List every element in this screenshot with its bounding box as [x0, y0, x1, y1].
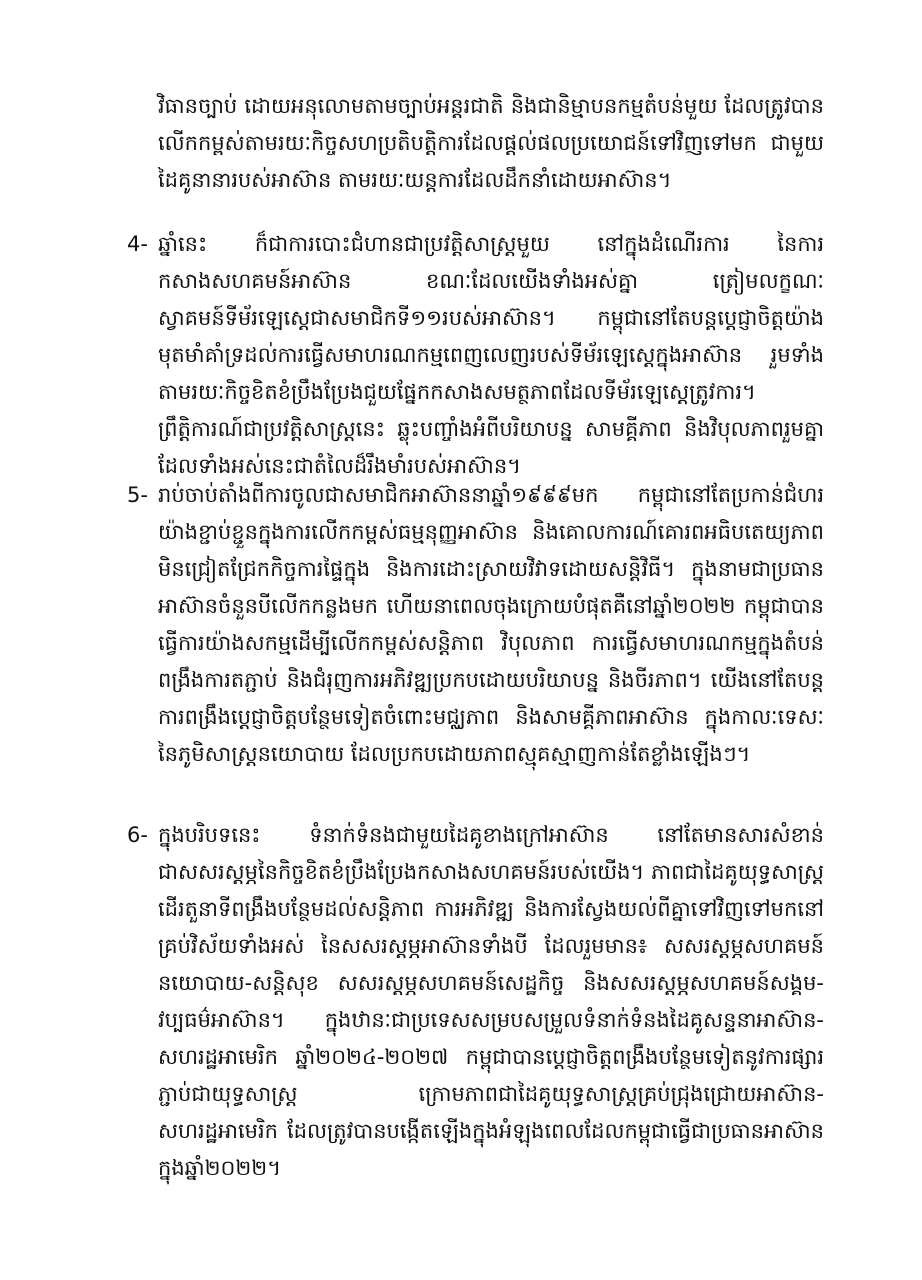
- intro-paragraph: វិធានច្បាប់ ដោយអនុលោមតាមច្បាប់អន្តរជាតិ និងជានិម្មាបនកម្មតំបន់មួយ ដែលត្រូវបានលើកកម្ពស់តាមរយៈកិច្ចសហប្រតិបត្តិការដែលផ្តល់ផលប្រយោជន៍ទៅវិញទៅមក ជាមួយដៃគូនានារបស់អាស៊ាន តាមរយៈយន្តការដែលដឹកនាំដោយអាស៊ាន។: [158, 94, 824, 192]
- paragraph-number: 6-: [127, 823, 148, 847]
- paragraph-number: 5-: [127, 483, 148, 507]
- paragraph-text: ឆ្នាំនេះ ក៏ជាការបោះជំហានជាប្រវត្តិសាស្ត្រមួយ នៅក្នុងដំណើរការ នៃការកសាងសហគមន៍អាស៊ាន ខណៈដែលយើងទាំងអស់គ្នា ត្រៀមលក្ខណៈស្វាគមន៍ទីម័រឡេស្តេជាសមាជិកទី១១របស់អាស៊ាន។ កម្ពុជានៅតែបន្តប្តេជ្ញាចិត្តយ៉ាងមុតមាំគាំទ្រដល់ការធ្វើសមាហរណកម្មពេញលេញរបស់ទីម័រឡេស្តេក្នុងអាស៊ាន រួមទាំងតាមរយៈកិច្ចខិតខំប្រឹងប្រែងជួយផ្នែកកសាងសមត្ថភាពដែលទីម័រឡេស្តេត្រូវការ។ ព្រឹត្តិការណ៍ជាប្រវត្តិសាស្ត្រនេះ ឆ្លុះបញ្ចាំងអំពីបរិយាបន្ន សាមគ្គីភាព និងវិបុលភាពរួមគ្នា ដែលទាំងអស់នេះជាតំលៃដ៏រឹងមាំរបស់អាស៊ាន។: [158, 232, 824, 478]
- paragraph-text: ក្នុងបរិបទនេះ ទំនាក់ទំនងជាមួយដៃគូខាងក្រៅអាស៊ាន នៅតែមានសារសំខាន់ជាសសរស្តម្ភនៃកិច្ចខិតខំប្រឹងប្រែងកសាងសហគមន៍របស់យើង។ ភាពជាដៃគូយុទ្ធសាស្ត្រ ដើរតួនាទីពង្រឹងបន្ថែមដល់សន្តិភាព ការអភិវឌ្ឍ និងការស្វែងយល់ពីគ្នាទៅវិញទៅមកនៅគ្រប់វិស័យទាំងអស់ នៃសសរស្តម្ភអាស៊ានទាំងបី ដែលរួមមាន៖ សសរស្តម្ភសហគមន៍នយោបាយ-សន្តិសុខ សសរស្តម្ភសហគមន៍សេដ្ឋកិច្ច និងសសរស្តម្ភសហគមន៍សង្គម-វប្បធម៌អាស៊ាន។ ក្នុងឋានៈជាប្រទេសសម្របសម្រួលទំនាក់ទំនងដៃគូសន្ទនាអាស៊ាន-សហរដ្ឋអាមេរិក ឆ្នាំ២០២៤-២០២៧ កម្ពុជាបានប្តេជ្ញាចិត្តពង្រឹងបន្ថែមទៀតនូវការផ្សារភ្ជាប់ជាយុទ្ធសាស្ត្រ ក្រោមភាពជាដៃគូយុទ្ធសាស្ត្រគ្រប់ជ្រុងជ្រោយអាស៊ាន-សហរដ្ឋអាមេរិក ដែលត្រូវបានបង្កើតឡើងក្នុងអំឡុងពេលដែលកម្ពុជាធ្វើជាប្រធានអាស៊ានក្នុងឆ្នាំ២០២២។: [158, 823, 824, 1180]
- paragraph-number: 4-: [127, 232, 148, 256]
- paragraph-text: រាប់ចាប់តាំងពីការចូលជាសមាជិកអាស៊ាននាឆ្នាំ១៩៩៩មក កម្ពុជានៅតែប្រកាន់ជំហរយ៉ាងខ្ជាប់ខ្ជួនក្នុងការលើកកម្ពស់ធម្មនុញ្ញអាស៊ាន និងគោលការណ៍គោរពអធិបតេយ្យភាព មិនជ្រៀតជ្រែកកិច្ចការផ្ទៃក្នុង និងការដោះស្រាយវិវាទដោយសន្តិវិធី។ ក្នុងនាមជាប្រធានអាស៊ានចំនួនបីលើកកន្លងមក ហើយនាពេលចុងក្រោយបំផុតគឺនៅឆ្នាំ២០២២ កម្ពុជាបានធ្វើការយ៉ាងសកម្មដើម្បីលើកកម្ពស់សន្តិភាព វិបុលភាព ការធ្វើសមាហរណកម្មក្នុងតំបន់ ពង្រឹងការតភ្ជាប់ និងជំរុញការអភិវឌ្ឍប្រកបដោយបរិយាបន្ន និងចីរភាព។ យើងនៅតែបន្តការពង្រឹងប្តេជ្ញាចិត្តបន្ថែមទៀតចំពោះមជ្ឈភាព និងសាមគ្គីភាពអាស៊ាន ក្នុងកាលៈទេសៈនៃភូមិសាស្ត្រនយោបាយ ដែលប្រកបដោយភាពស្មុគស្មាញកាន់តែខ្លាំងឡើងៗ។: [158, 483, 824, 766]
